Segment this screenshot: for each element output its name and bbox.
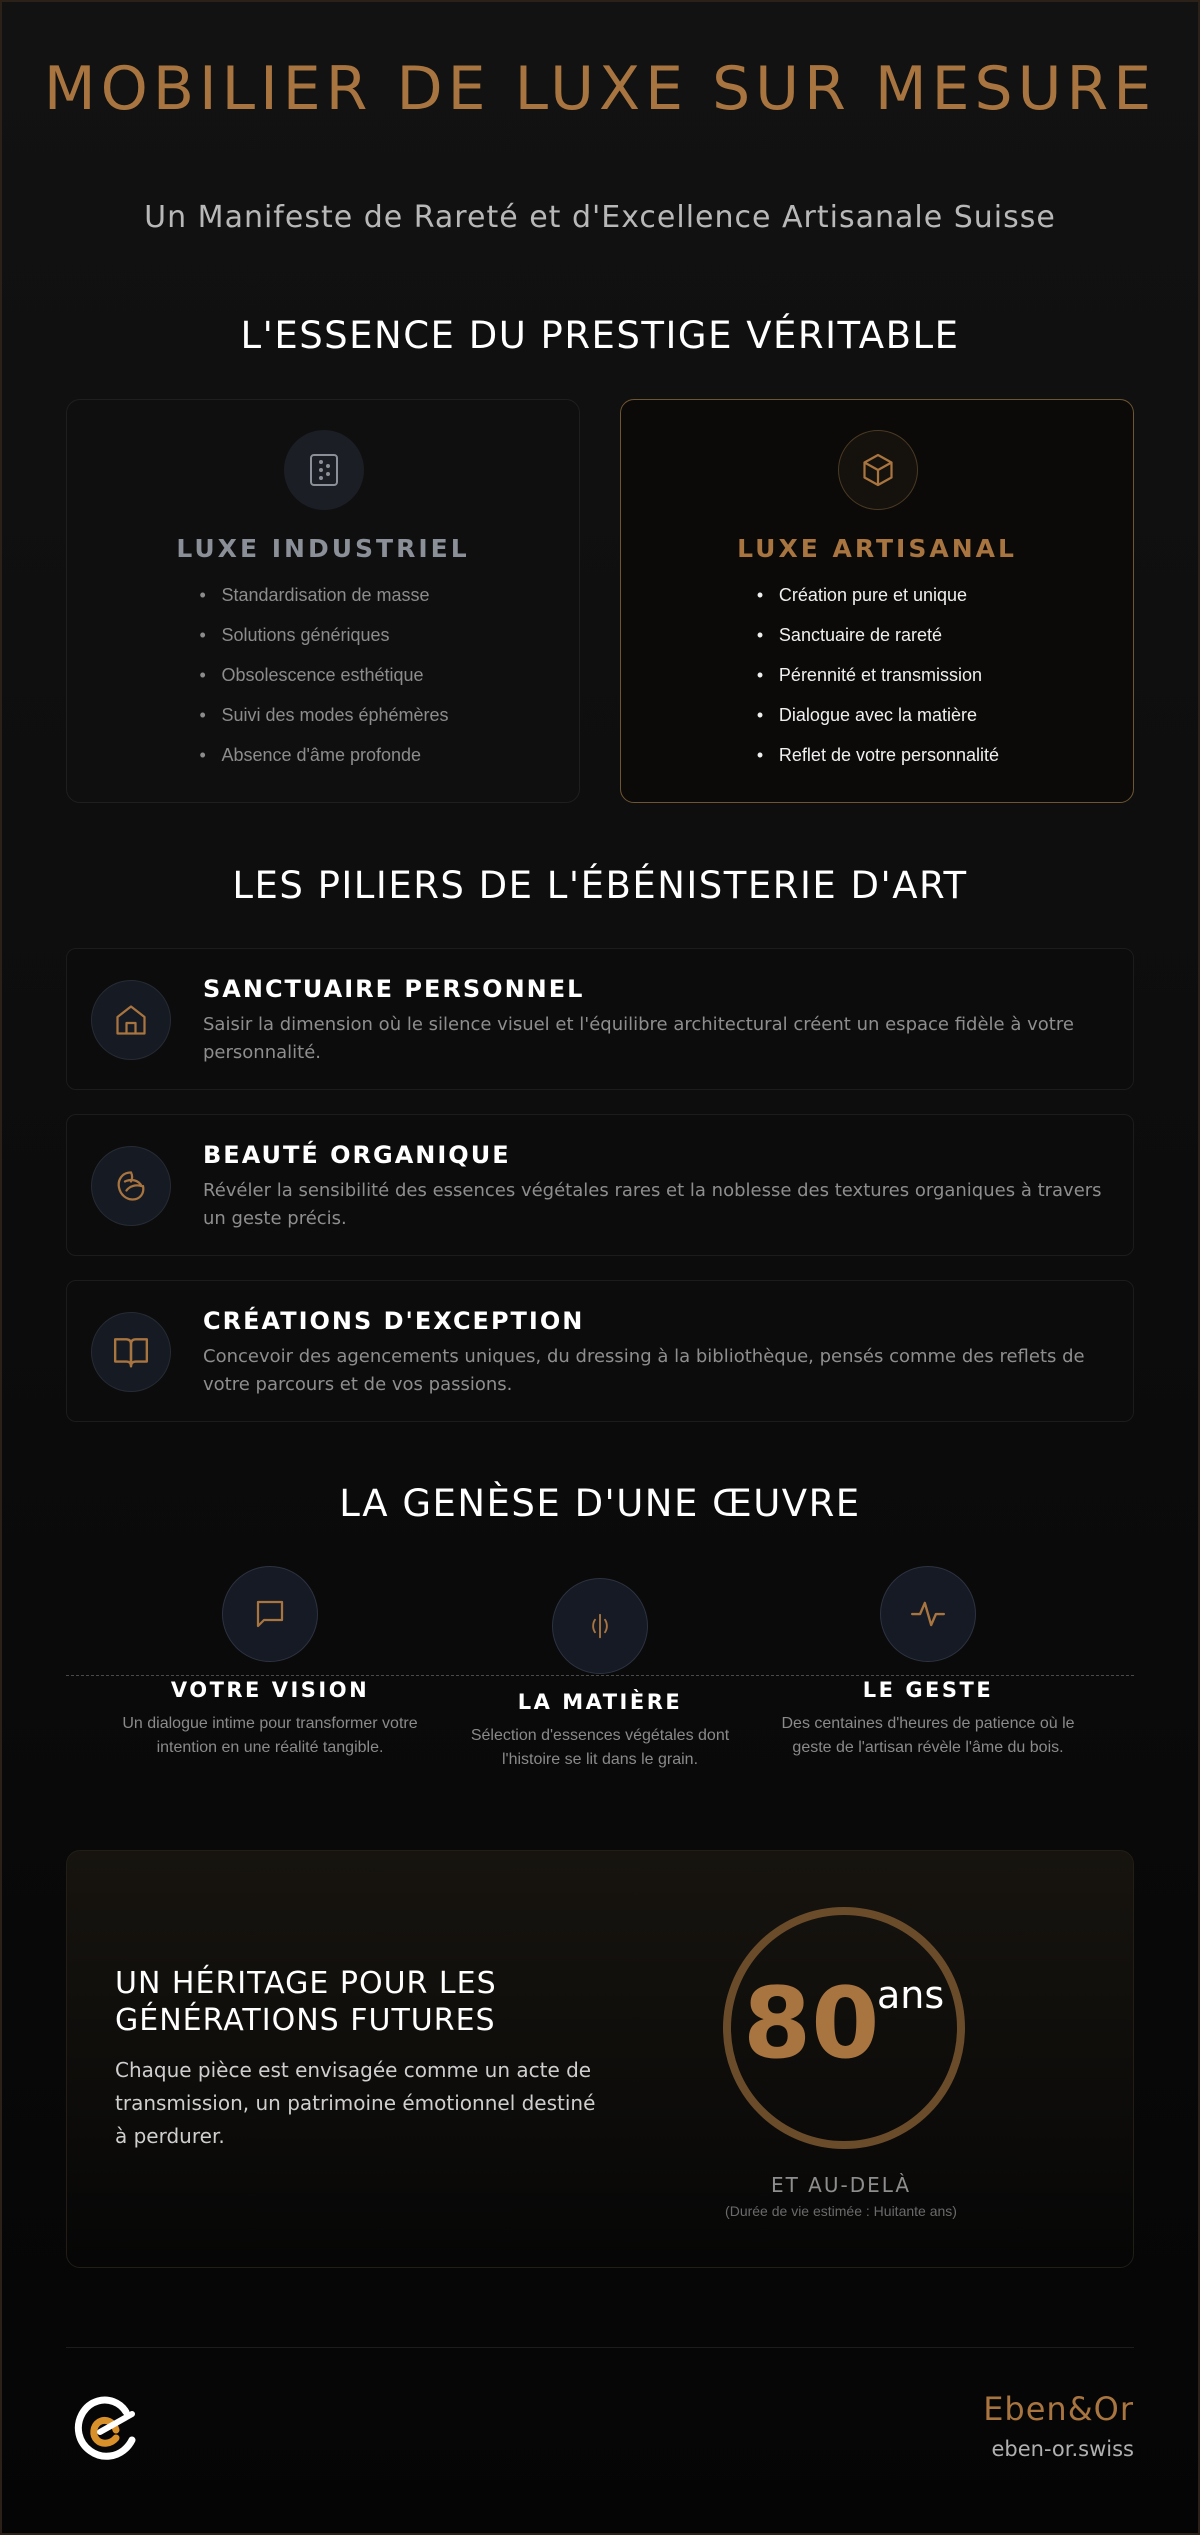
artisanal-heading: LUXE ARTISANAL: [737, 534, 1017, 563]
lifespan-note: (Durée de vie estimée : Huitante ans): [725, 2203, 957, 2219]
list-item: • Reflet de votre personnalité: [755, 744, 999, 784]
page-title: MOBILIER DE LUXE SUR MESURE: [43, 54, 1157, 124]
beyond-label: ET AU-DELÀ: [770, 2173, 912, 2197]
heritage-title: UN HÉRITAGE POUR LES GÉNÉRATIONS FUTURES: [115, 1966, 497, 2038]
step-description: Un dialogue intime pour transformer votre intention en une réalité tangible.: [122, 1715, 418, 1756]
leaf-icon: [91, 1146, 171, 1226]
page-subtitle: Un Manifeste de Rareté et d'Excellence Artisanale Suisse: [144, 200, 1056, 235]
website-link[interactable]: eben-or.swiss: [991, 2437, 1134, 2461]
step-title: LE GESTE: [862, 1678, 994, 1702]
pillar-title: CRÉATIONS D'EXCEPTION: [203, 1307, 585, 1335]
industrial-luxury-card: [66, 399, 580, 803]
list-item: • Sanctuaire de rareté: [755, 624, 999, 664]
essence-section-title: L'ESSENCE DU PRESTIGE VÉRITABLE: [240, 314, 960, 357]
pillars-section-title: LES PILIERS DE L'ÉBÉNISTERIE D'ART: [232, 864, 968, 907]
door-panel-icon: [284, 430, 364, 510]
process-step: [120, 1566, 420, 1760]
step-title: VOTRE VISION: [170, 1678, 370, 1702]
wood-grain-icon: [552, 1578, 648, 1674]
pillar-description: Saisir la dimension où le silence visuel et l'équilibre architectural créent un espace fidèle à votre personnalité.: [203, 1014, 1074, 1063]
pillar-description: Concevoir des agencements uniques, du dressing à la bibliothèque, pensés comme des reflets de votre parcours et de vos passions.: [203, 1346, 1085, 1395]
footer-divider: [66, 2347, 1134, 2348]
lifespan-unit: ans: [877, 1973, 945, 2017]
pillar-title: SANCTUAIRE PERSONNEL: [203, 975, 585, 1003]
heritage-text: Chaque pièce est envisagée comme un acte de transmission, un patrimoine émotionnel destiné à perdurer.: [115, 2058, 596, 2148]
process-step: [778, 1566, 1078, 1760]
list-item: • Standardisation de masse: [197, 584, 448, 624]
process-step: [450, 1578, 750, 1772]
eben-or-logo: [70, 2392, 142, 2464]
home-icon: [91, 980, 171, 1060]
list-item: • Suivi des modes éphémères: [197, 704, 448, 744]
industrial-list: [67, 584, 579, 784]
list-item: • Absence d'âme profonde: [197, 744, 448, 784]
artisanal-list: [621, 584, 1133, 784]
pillar-card: [66, 1114, 1134, 1256]
pillar-card: [66, 1280, 1134, 1422]
list-item: • Obsolescence esthétique: [197, 664, 448, 704]
lifespan-number: 80: [743, 1967, 880, 2081]
industrial-heading: LUXE INDUSTRIEL: [176, 534, 470, 563]
list-item: • Pérennité et transmission: [755, 664, 999, 704]
book-icon: [91, 1312, 171, 1392]
chat-icon: [222, 1566, 318, 1662]
list-item: • Dialogue avec la matière: [755, 704, 999, 744]
heritage-panel: [66, 1850, 1134, 2268]
step-description: Sélection d'essences végétales dont l'histoire se lit dans le grain.: [470, 1727, 730, 1768]
pillar-title: BEAUTÉ ORGANIQUE: [203, 1141, 511, 1169]
artisanal-luxury-card: [620, 399, 1134, 803]
step-title: LA MATIÈRE: [517, 1690, 683, 1714]
brand-name: Eben&Or: [983, 2390, 1134, 2428]
list-item: • Création pure et unique: [755, 584, 999, 624]
pillar-card: [66, 948, 1134, 1090]
pulse-icon: [880, 1566, 976, 1662]
pillar-description: Révéler la sensibilité des essences végétales rares et la noblesse des textures organiques à travers un geste précis.: [203, 1180, 1102, 1229]
list-item: • Solutions génériques: [197, 624, 448, 664]
genesis-section-title: LA GENÈSE D'UNE ŒUVRE: [339, 1482, 861, 1525]
cube-icon: [838, 430, 918, 510]
step-description: Des centaines d'heures de patience où le geste de l'artisan révèle l'âme du bois.: [781, 1715, 1075, 1756]
